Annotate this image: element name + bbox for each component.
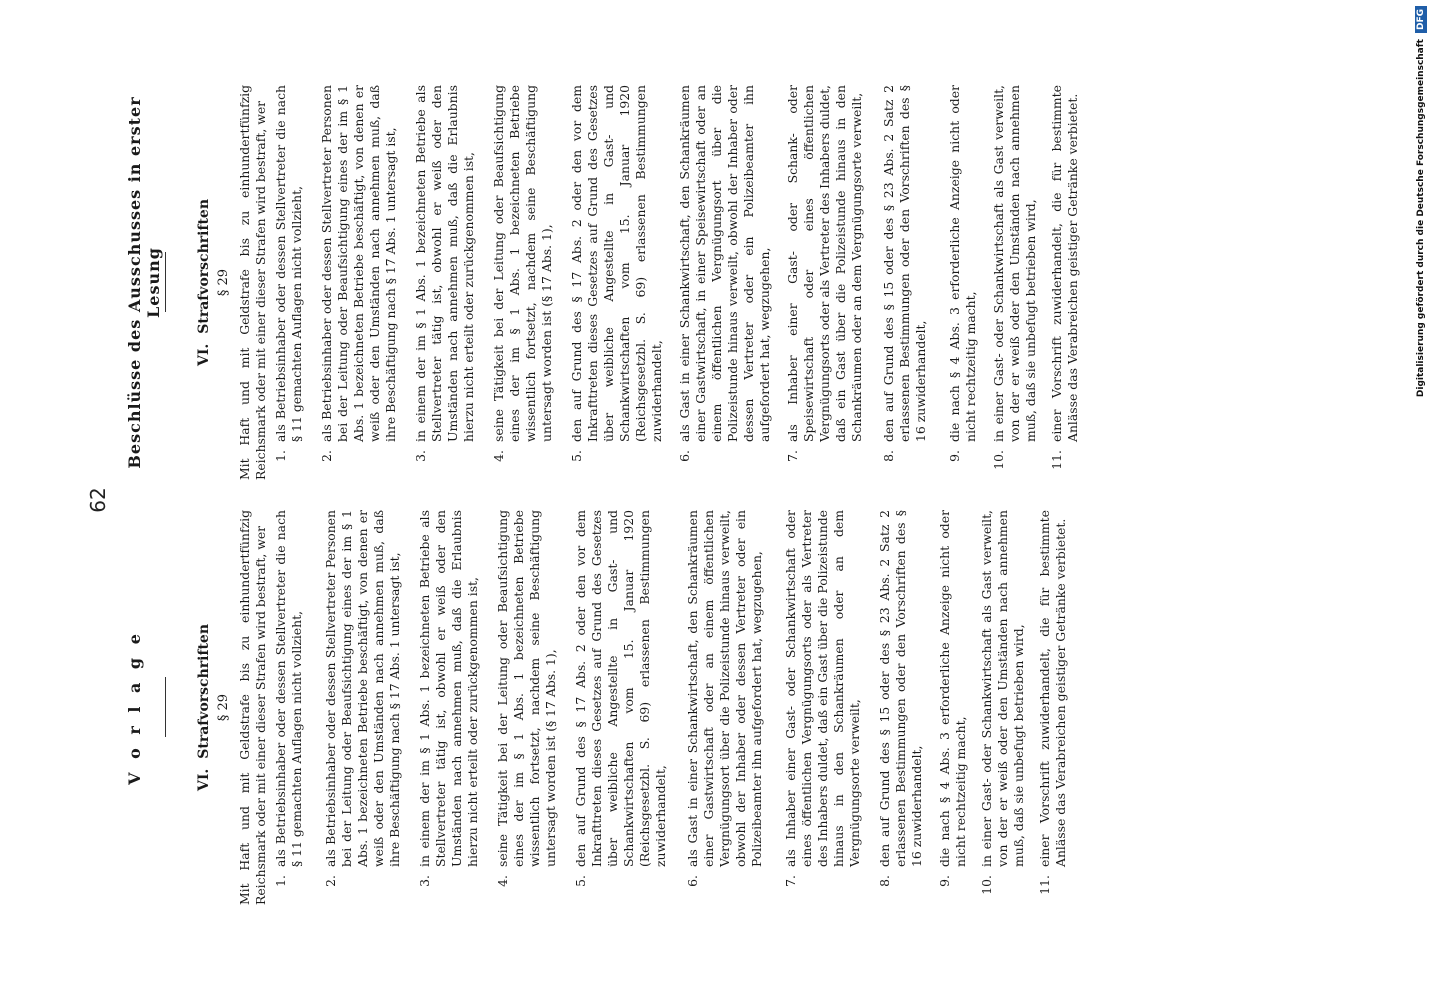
item-text: einer Vorschrift zuwiderhandelt, die für bestimmte Anlässe das Verabreichen geistiger Getränke verbietet. bbox=[1037, 510, 1068, 867]
item-number: 3. bbox=[417, 875, 432, 887]
item-number: 4. bbox=[491, 450, 506, 462]
item-text: in einer Gast- oder Schankwirtschaft als Gast verweilt, von der er weiß oder den Umständen nach annehmen muß, daß sie unbefugt betrieben wird, bbox=[979, 510, 1026, 867]
left-item-list bbox=[273, 510, 1069, 905]
left-column-vorlage bbox=[125, 510, 1069, 905]
item-number: 6. bbox=[685, 875, 700, 887]
left-heading-rule bbox=[165, 678, 166, 738]
item-number: 2. bbox=[323, 875, 338, 887]
list-item bbox=[783, 510, 863, 905]
item-text: als Betriebsinhaber oder dessen Stellvertreter die nach § 11 gemachten Auflagen nicht vollzieht, bbox=[273, 85, 304, 442]
right-column-beschluesse bbox=[125, 85, 1081, 480]
item-text: in einer Gast- oder Schankwirtschaft als Gast verweilt, von der er weiß oder den Umständen nach annehmen muß, daß sie unbefugt betrieben wird, bbox=[991, 85, 1038, 442]
list-item bbox=[273, 510, 305, 905]
item-number: 10. bbox=[979, 875, 994, 895]
item-text: den auf Grund des § 15 oder des § 23 Abs. 2 Satz 2 erlassenen Bestimmungen oder den Vorschriften des § 16 zuwiderhandelt, bbox=[881, 85, 928, 442]
item-number: 7. bbox=[785, 450, 800, 462]
item-number: 2. bbox=[319, 450, 334, 462]
item-number: 8. bbox=[877, 875, 892, 887]
list-item bbox=[677, 85, 773, 480]
item-number: 4. bbox=[495, 875, 510, 887]
list-item bbox=[785, 85, 865, 480]
right-heading: Beschlüsse des Ausschusses in erster Lesung bbox=[125, 96, 163, 469]
list-item bbox=[881, 85, 929, 480]
item-number: 6. bbox=[677, 450, 692, 462]
list-item bbox=[413, 85, 477, 480]
list-item bbox=[937, 510, 969, 905]
item-text: die nach § 4 Abs. 3 erforderliche Anzeige nicht oder nicht rechtzeitig macht, bbox=[947, 85, 978, 442]
item-number: 9. bbox=[937, 875, 952, 887]
item-text: einer Vorschrift zuwiderhandelt, die für bestimmte Anlässe das Verabreichen geistiger Getränke verbietet. bbox=[1049, 85, 1080, 442]
right-item-list bbox=[273, 85, 1081, 480]
item-text: als Inhaber einer Gast- oder Schankwirtschaft oder eines öffentlichen Vergnügungsorts oder als Vertreter des Inhabers duldet, daß ein Gast über die Polizeistunde hinaus in den Schankräumen oder an dem Vergnügungsorte verweilt, bbox=[783, 510, 862, 867]
item-number: 9. bbox=[947, 450, 962, 462]
left-intro-text: Mit Haft und mit Geldstrafe bis zu einhundertfünfzig Reichsmark oder mit einer dieser Strafen wird bestraft, wer bbox=[237, 510, 268, 905]
right-section-number: VI. bbox=[196, 343, 212, 367]
left-section-title bbox=[196, 510, 212, 905]
left-section-number: VI. bbox=[196, 768, 212, 792]
item-text: den auf Grund des § 15 oder des § 23 Abs. 2 Satz 2 erlassenen Bestimmungen oder den Vorschriften des § 16 zuwiderhandelt, bbox=[877, 510, 924, 867]
right-paragraph-sign: § 29 bbox=[216, 268, 231, 297]
item-number: 11. bbox=[1049, 450, 1064, 470]
left-paragraph-sign: § 29 bbox=[216, 693, 231, 722]
list-item bbox=[979, 510, 1027, 905]
list-item bbox=[685, 510, 765, 905]
item-text: den auf Grund des § 17 Abs. 2 oder den vor dem Inkrafttreten dieses Gesetzes auf Grund des Gesetzes über weibliche Angestellte in Gast- und Schankwirtschaften vom 15. Januar 1920 (Reichsgesetzbl. S. 69) erlassenen Bestimmungen zuwiderhandelt, bbox=[569, 85, 664, 442]
right-section-title bbox=[196, 85, 212, 480]
item-text: in einem der im § 1 Abs. 1 bezeichneten Betriebe als Stellvertreter tätig ist, obwohl er weiß oder den Umständen nach annehmen muß, daß die Erlaubnis hierzu nicht erteilt oder zurückgenommen ist, bbox=[413, 85, 476, 442]
item-number: 11. bbox=[1037, 875, 1052, 895]
item-number: 1. bbox=[273, 450, 288, 462]
item-text: in einem der im § 1 Abs. 1 bezeichneten Betriebe als Stellvertreter tätig ist, obwohl er weiß oder den Umständen nach annehmen muß, daß die Erlaubnis hierzu nicht erteilt oder zurückgenommen ist, bbox=[417, 510, 480, 867]
list-item bbox=[947, 85, 979, 480]
list-item bbox=[417, 510, 481, 905]
item-number: 3. bbox=[413, 450, 428, 462]
list-item bbox=[991, 85, 1039, 480]
list-item bbox=[495, 510, 559, 905]
item-number: 7. bbox=[783, 875, 798, 887]
item-text: die nach § 4 Abs. 3 erforderliche Anzeige nicht oder nicht rechtzeitig macht, bbox=[937, 510, 968, 867]
right-section-label: Strafvorschriften bbox=[196, 198, 212, 334]
list-item bbox=[1037, 510, 1069, 905]
left-heading: V o r l a g e bbox=[125, 630, 144, 785]
page-number: 62 bbox=[86, 487, 110, 513]
digitization-credit-text: Digitalisierung gefördert durch die Deutsche Forschungsgemeinschaft bbox=[1416, 39, 1426, 398]
list-item bbox=[273, 85, 305, 480]
list-item bbox=[323, 510, 403, 905]
item-text: als Gast in einer Schankwirtschaft, den Schankräumen einer Gastwirtschaft oder an einem öffentlichen Vergnügungsort über die Polizeistunde hinaus verweilt, obwohl der Inhaber oder dessen Vertreter oder ein Polizeibeamter ihn aufgefordert hat, wegzugehen, bbox=[685, 510, 764, 867]
list-item bbox=[491, 85, 555, 480]
list-item bbox=[573, 510, 669, 905]
item-text: als Betriebsinhaber oder dessen Stellvertreter Personen bei der Leitung oder Beaufsichtigung eines der im § 1 Abs. 1 bezeichneten Betriebe beschäftigt, von denen er weiß oder den Umständen nach annehmen muß, daß ihre Beschäftigung nach § 17 Abs. 1 untersagt ist, bbox=[319, 85, 398, 442]
item-text: als Gast in einer Schankwirtschaft, den Schankräumen einer Gastwirtschaft, in einer Speisewirtschaft oder an einem öffentlichen Vergnügungsort über die Polizeistunde hinaus verweilt, obwohl der Inhaber oder dessen Vertreter oder ein Polizeibeamter ihn aufgefordert hat, wegzugehen, bbox=[677, 85, 772, 442]
item-number: 8. bbox=[881, 450, 896, 462]
item-text: als Betriebsinhaber oder dessen Stellvertreter Personen bei der Leitung oder Beaufsichtigung eines der im § 1 Abs. 1 bezeichneten Betriebe beschäftigt, von denen er weiß oder den Umständen nach annehmen muß, daß ihre Beschäftigung nach § 17 Abs. 1 untersagt ist, bbox=[323, 510, 402, 867]
item-number: 1. bbox=[273, 875, 288, 887]
left-section-label: Strafvorschriften bbox=[196, 623, 212, 759]
item-number: 10. bbox=[991, 450, 1006, 470]
list-item bbox=[569, 85, 665, 480]
item-number: 5. bbox=[573, 875, 588, 887]
list-item bbox=[319, 85, 399, 480]
item-text: den auf Grund des § 17 Abs. 2 oder den vor dem Inkrafttreten dieses Gesetzes auf Grund des Gesetzes über weibliche Angestellte in Gast- und Schankwirtschaften vom 15. Januar 1920 (Reichsgesetzbl. S. 69) erlassenen Bestimmungen zuwiderhandelt, bbox=[573, 510, 668, 867]
item-number: 5. bbox=[569, 450, 584, 462]
list-item bbox=[877, 510, 925, 905]
item-text: als Inhaber einer Gast- oder Schank- oder Speisewirtschaft oder eines öffentlichen Vergnügungsorts oder als Vertreter des Inhabers duldet, daß ein Gast über die Polizeistunde hinaus in den Schankräumen oder an dem Vergnügungsorte verweilt, bbox=[785, 85, 864, 442]
item-text: als Betriebsinhaber oder dessen Stellvertreter die nach § 11 gemachten Auflagen nicht vollzieht, bbox=[273, 510, 304, 867]
item-text: seine Tätigkeit bei der Leitung oder Beaufsichtigung eines der im § 1 Abs. 1 bezeichneten Betriebe wissentlich fortsetzt, nachdem seine Beschäftigung untersagt worden ist (§ 17 Abs. 1), bbox=[495, 510, 558, 867]
digitization-credit-strip bbox=[1408, 6, 1434, 994]
right-intro-text: Mit Haft und mit Geldstrafe bis zu einhundertfünfzig Reichsmark oder mit einer dieser Strafen wird bestraft, wer bbox=[237, 85, 268, 480]
item-text: seine Tätigkeit bei der Leitung oder Beaufsichtigung eines der im § 1 Abs. 1 bezeichneten Betriebe wissentlich fortsetzt, nachdem seine Beschäftigung untersagt worden ist (§ 17 Abs. 1), bbox=[491, 85, 554, 442]
list-item bbox=[1049, 85, 1081, 480]
right-heading-rule bbox=[165, 253, 166, 313]
dfg-logo: DFG bbox=[1415, 6, 1427, 33]
